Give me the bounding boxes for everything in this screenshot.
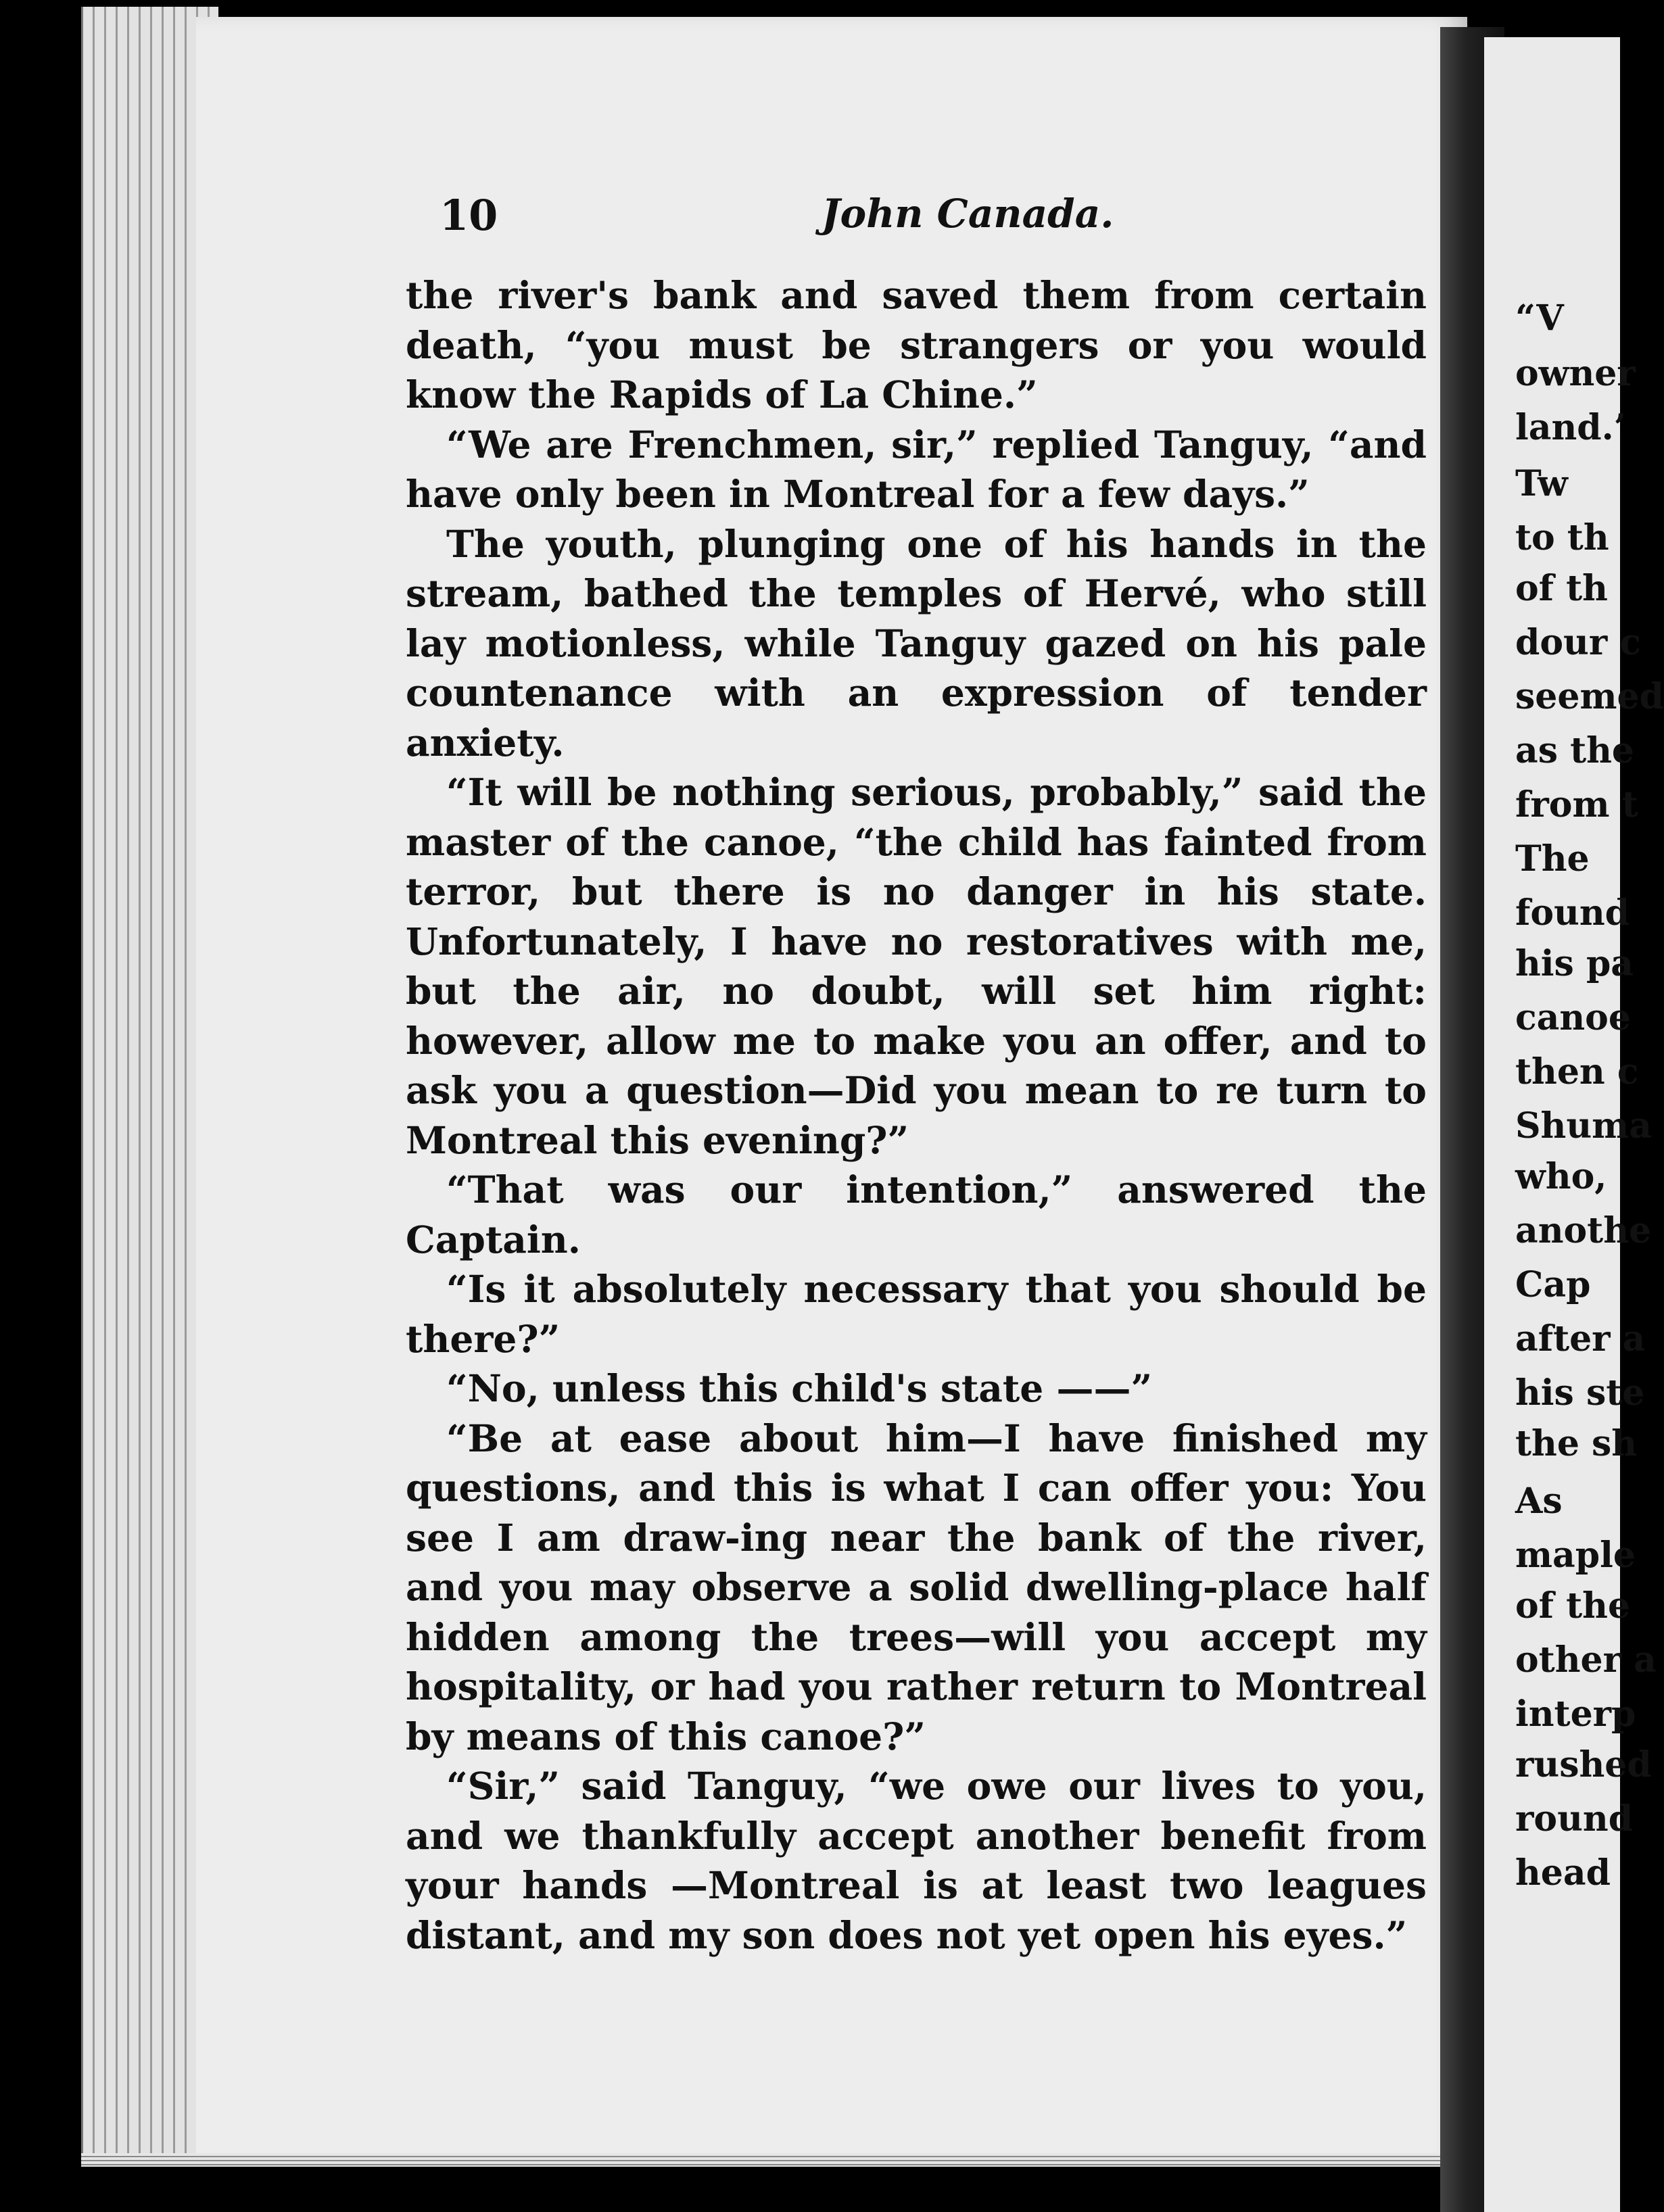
facing-line: Shuma xyxy=(1515,1105,1652,1147)
facing-line: Tw xyxy=(1515,463,1568,504)
facing-line: head xyxy=(1515,1852,1611,1894)
facing-line: round xyxy=(1515,1798,1634,1840)
facing-line: interp xyxy=(1515,1693,1636,1735)
facing-line: who, xyxy=(1515,1156,1607,1197)
facing-line: rushed xyxy=(1515,1744,1652,1785)
facing-line: then c xyxy=(1515,1051,1639,1092)
body-text xyxy=(406,270,1427,1960)
paragraph: “Be at ease about him—I have finished my questions, and this is what I can offer you: You see I am draw-ing near the bank of the river, and you may observe a solid dwelling-place half hidden among the trees—will you accept my hospitality, or had you rather return to Montreal by means of this canoe?” xyxy=(406,1416,1427,1758)
paragraph: the river's bank and saved them from certain death, “you must be strangers or you would know the Rapids of La Chine.” xyxy=(406,273,1427,416)
facing-line: Cap xyxy=(1515,1264,1591,1305)
facing-line: seemed xyxy=(1515,676,1664,717)
facing-line: of the xyxy=(1515,1585,1631,1627)
facing-line: found xyxy=(1515,892,1630,934)
facing-line: from t xyxy=(1515,784,1638,825)
paragraph: “No, unless this child's state ——” xyxy=(446,1366,1153,1410)
facing-line: land.’ xyxy=(1515,407,1626,448)
facing-line: after a xyxy=(1515,1318,1646,1360)
facing-line: owner xyxy=(1515,353,1636,394)
facing-line: his ste xyxy=(1515,1372,1645,1414)
facing-line: anothe xyxy=(1515,1210,1652,1251)
facing-line: As xyxy=(1515,1481,1563,1522)
facing-line: as the xyxy=(1515,730,1634,771)
page-header xyxy=(439,191,1440,245)
facing-line: to th xyxy=(1515,517,1609,558)
facing-line: other a xyxy=(1515,1639,1657,1681)
facing-line: canoe xyxy=(1515,997,1631,1038)
facing-line: the sh xyxy=(1515,1423,1638,1464)
paragraph: “We are Frenchmen, sir,” replied Tanguy, “and have only been in Montreal for a few days.” xyxy=(406,422,1427,516)
paragraph: “Is it absolutely necessary that you should be there?” xyxy=(406,1267,1427,1361)
page-number: 10 xyxy=(439,191,498,240)
paragraph: The youth, plunging one of his hands in the stream, bathed the temples of Hervé, who still lay motionless, while Tanguy gazed on his pale countenance with an expression of tender anxiety. xyxy=(406,521,1427,765)
paragraph: “That was our intention,” answered the Captain. xyxy=(406,1168,1427,1261)
paragraph: “Sir,” said Tanguy, “we owe our lives to you, and we thankfully accept another benefit from your hands —Montreal is at least two leagues distant, and my son does not yet open his eyes.” xyxy=(406,1764,1427,1957)
facing-line: maple xyxy=(1515,1535,1636,1576)
facing-line: The xyxy=(1515,838,1590,880)
facing-page xyxy=(1484,37,1664,2212)
facing-line: of th xyxy=(1515,568,1608,609)
facing-line: “V xyxy=(1515,297,1564,339)
running-title: John Canada. xyxy=(822,191,1114,237)
facing-line: dour c xyxy=(1515,622,1642,663)
paragraph: “It will be nothing serious, probably,” said the master of the canoe, “the child has fainted from terror, but there is no danger in his state. Unfortunately, I have no restoratives with me, but the air, no doubt, will set him right: however, allow me to make you an offer, and to ask you a question—Did you mean to re turn to Montreal this evening?” xyxy=(406,770,1427,1162)
facing-line: his pa xyxy=(1515,943,1634,984)
page-bottom-edges xyxy=(81,2153,1454,2167)
